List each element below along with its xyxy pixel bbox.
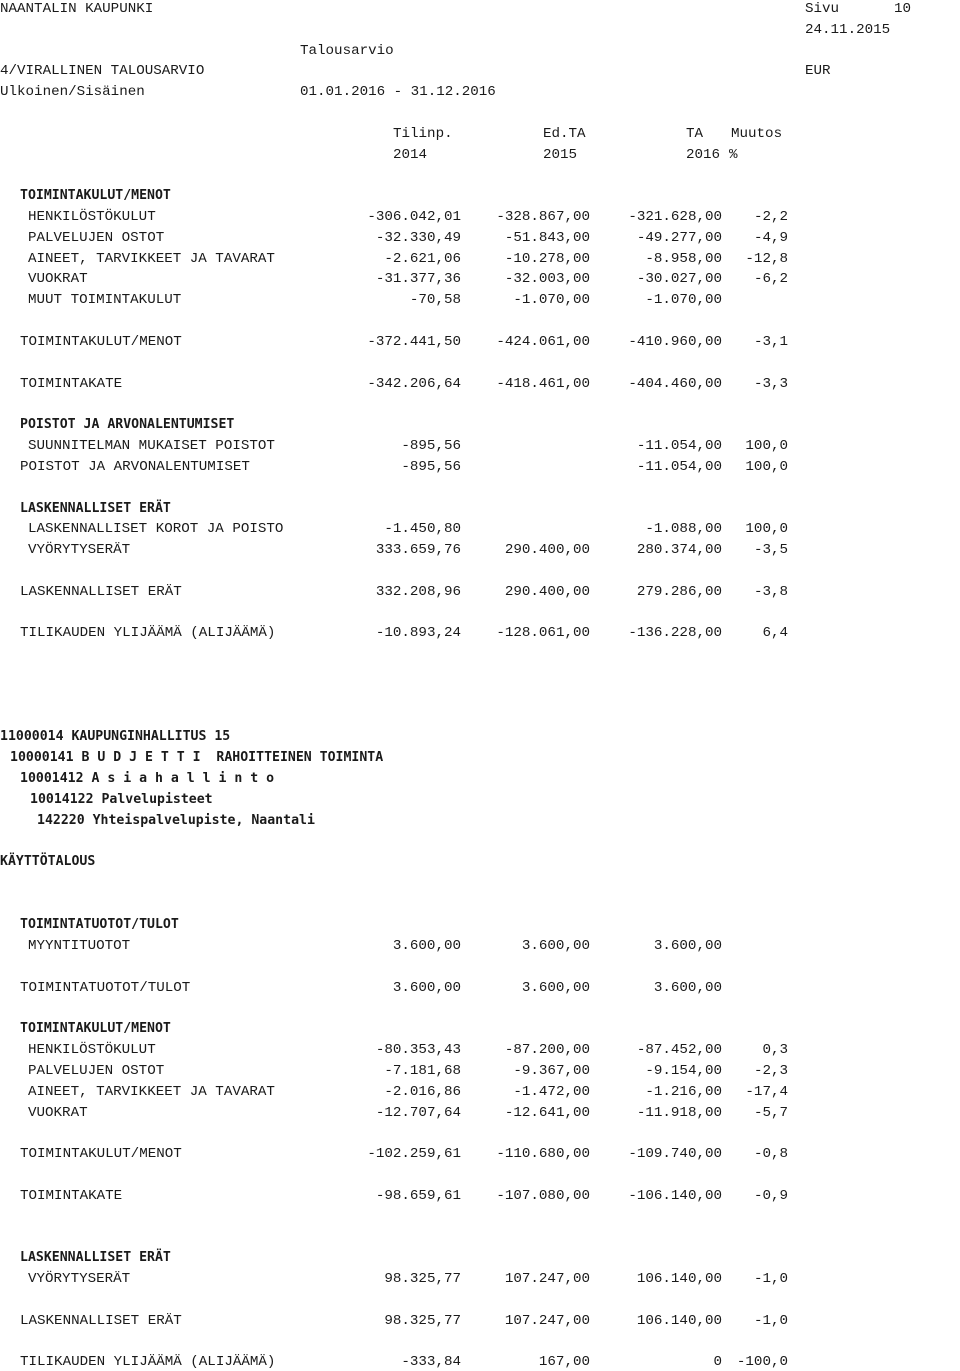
row-label: HENKILÖSTÖKULUT: [28, 1042, 156, 1058]
row-label: TOIMINTATUOTOT/TULOT: [20, 980, 191, 996]
value-2015: -424.061,00: [496, 334, 590, 350]
row-label: MUUT TOIMINTAKULUT: [28, 292, 182, 308]
value-2014: -2.621,06: [384, 251, 461, 267]
period: 01.01.2016 - 31.12.2016: [300, 84, 496, 100]
org-level-4: 10014122 Palvelupisteet: [30, 792, 213, 807]
currency: EUR: [805, 63, 831, 79]
value-2015: -51.843,00: [504, 230, 590, 246]
value-2014: -70,58: [409, 292, 461, 308]
row-label: TILIKAUDEN YLIJÄÄMÄ (ALIJÄÄMÄ): [20, 1354, 276, 1370]
row-label: LASKENNALLISET ERÄT: [20, 1313, 182, 1329]
value-2015: -12.641,00: [504, 1105, 590, 1121]
value-2014: -342.206,64: [367, 376, 461, 392]
value-2016: -109.740,00: [628, 1146, 722, 1162]
value-change: -3,5: [753, 542, 788, 558]
section-heading: LASKENNALLISET ERÄT: [20, 501, 171, 516]
value-2016: -11.918,00: [636, 1105, 722, 1121]
value-2014: -31.377,36: [375, 271, 461, 287]
value-2015: -110.680,00: [496, 1146, 590, 1162]
value-2016: 0: [713, 1354, 722, 1370]
value-2015: -32.003,00: [504, 271, 590, 287]
row-label: VUOKRAT: [28, 271, 88, 287]
row-label: LASKENNALLISET KOROT JA POISTO: [28, 521, 284, 537]
print-date: 24.11.2015: [805, 22, 891, 38]
org-level-3: 10001412 A s i a h a l l i n t o: [20, 771, 275, 786]
value-change: 100,0: [745, 521, 788, 537]
row-label: TOIMINTAKULUT/MENOT: [20, 1146, 182, 1162]
row-label: HENKILÖSTÖKULUT: [28, 209, 156, 225]
value-2016: -8.958,00: [645, 251, 722, 267]
page-number: 10: [894, 1, 912, 17]
value-2014: -372.441,50: [367, 334, 461, 350]
value-change: -3,3: [753, 376, 788, 392]
value-2016: -136.228,00: [628, 625, 722, 641]
value-2016: 280.374,00: [636, 542, 722, 558]
value-2014: 333.659,76: [375, 542, 461, 558]
value-2015: -128.061,00: [496, 625, 590, 641]
row-label: TOIMINTAKATE: [20, 376, 123, 392]
row-label: VUOKRAT: [28, 1105, 88, 1121]
section-title: KÄYTTÖTALOUS: [0, 854, 96, 869]
value-2014: -98.659,61: [375, 1188, 461, 1204]
row-label: MYYNTITUOTOT: [28, 938, 131, 954]
value-change: -4,9: [753, 230, 788, 246]
value-2016: -106.140,00: [628, 1188, 722, 1204]
value-2015: -9.367,00: [513, 1063, 590, 1079]
value-2015: -1.070,00: [513, 292, 590, 308]
row-label: VYÖRYTYSERÄT: [28, 1271, 131, 1287]
value-2016: 106.140,00: [636, 1271, 722, 1287]
value-2016: -9.154,00: [645, 1063, 722, 1079]
value-change: 6,4: [762, 625, 788, 641]
value-change: -2,3: [753, 1063, 788, 1079]
row-label: TILIKAUDEN YLIJÄÄMÄ (ALIJÄÄMÄ): [20, 625, 276, 641]
value-2014: 3.600,00: [392, 938, 461, 954]
value-2015: 107.247,00: [504, 1271, 590, 1287]
col-percent: %: [729, 147, 738, 163]
value-change: 0,3: [762, 1042, 788, 1058]
value-2015: -418.461,00: [496, 376, 590, 392]
value-change: 100,0: [745, 438, 788, 454]
org-level-5: 142220 Yhteispalvelupiste, Naantali: [37, 813, 315, 828]
col-year-budget: 2016: [686, 147, 721, 163]
value-2016: 3.600,00: [653, 980, 722, 996]
value-change: -3,8: [753, 584, 788, 600]
value-2015: 107.247,00: [504, 1313, 590, 1329]
value-change: -17,4: [745, 1084, 788, 1100]
value-change: -0,8: [753, 1146, 788, 1162]
value-change: -12,8: [745, 251, 788, 267]
value-2014: -895,56: [401, 438, 461, 454]
value-2016: -11.054,00: [636, 459, 722, 475]
value-2014: 332.208,96: [375, 584, 461, 600]
row-label: AINEET, TARVIKKEET JA TAVARAT: [28, 251, 275, 267]
value-2014: 98.325,77: [384, 1313, 461, 1329]
value-2015: -1.472,00: [513, 1084, 590, 1100]
value-2015: 167,00: [538, 1354, 590, 1370]
org-level-2: 10000141 B U D J E T T I RAHOITTEINEN TOIMINTA: [10, 750, 384, 765]
value-2016: 3.600,00: [653, 938, 722, 954]
row-label: SUUNNITELMAN MUKAISET POISTOT: [28, 438, 275, 454]
section-heading: TOIMINTATUOTOT/TULOT: [20, 917, 179, 932]
row-label: LASKENNALLISET ERÄT: [20, 584, 182, 600]
value-2015: 3.600,00: [521, 938, 590, 954]
value-2014: -7.181,68: [384, 1063, 461, 1079]
value-2016: 279.286,00: [636, 584, 722, 600]
report-title: Talousarvio: [300, 43, 394, 59]
page-label: Sivu: [805, 1, 840, 17]
col-year-actual: 2014: [393, 147, 428, 163]
value-2014: -306.042,01: [367, 209, 461, 225]
value-2014: -12.707,64: [375, 1105, 461, 1121]
col-header-change: Muutos: [731, 126, 783, 142]
value-2015: -107.080,00: [496, 1188, 590, 1204]
value-2016: -1.088,00: [645, 521, 722, 537]
value-2014: -10.893,24: [375, 625, 461, 641]
row-label: PALVELUJEN OSTOT: [28, 230, 165, 246]
section-heading: LASKENNALLISET ERÄT: [20, 1250, 171, 1265]
value-change: -1,0: [753, 1271, 788, 1287]
value-2016: -11.054,00: [636, 438, 722, 454]
row-label: TOIMINTAKATE: [20, 1188, 123, 1204]
value-change: -3,1: [753, 334, 788, 350]
value-2015: 290.400,00: [504, 542, 590, 558]
value-2014: -80.353,43: [375, 1042, 461, 1058]
scope: Ulkoinen/Sisäinen: [0, 84, 145, 100]
value-2015: -87.200,00: [504, 1042, 590, 1058]
value-2016: -1.216,00: [645, 1084, 722, 1100]
value-change: 100,0: [745, 459, 788, 475]
value-2015: 290.400,00: [504, 584, 590, 600]
value-2016: -1.070,00: [645, 292, 722, 308]
value-2016: -30.027,00: [636, 271, 722, 287]
row-label: PALVELUJEN OSTOT: [28, 1063, 165, 1079]
value-2014: -333,84: [401, 1354, 461, 1370]
value-2014: -32.330,49: [375, 230, 461, 246]
value-2014: -102.259,61: [367, 1146, 461, 1162]
value-change: -0,9: [753, 1188, 788, 1204]
value-2014: -895,56: [401, 459, 461, 475]
org-name: NAANTALIN KAUPUNKI: [0, 1, 154, 17]
section-heading: TOIMINTAKULUT/MENOT: [20, 1021, 171, 1036]
value-2014: -2.016,86: [384, 1084, 461, 1100]
col-header-budget: TA: [686, 126, 704, 142]
value-2016: -321.628,00: [628, 209, 722, 225]
value-2015: 3.600,00: [521, 980, 590, 996]
section-heading: POISTOT JA ARVONALENTUMISET: [20, 417, 235, 432]
col-year-prev: 2015: [543, 147, 578, 163]
value-change: -100,0: [736, 1354, 788, 1370]
value-2016: -410.960,00: [628, 334, 722, 350]
value-change: -2,2: [753, 209, 788, 225]
value-change: -6,2: [753, 271, 788, 287]
value-2014: 3.600,00: [392, 980, 461, 996]
col-header-prev-budget: Ed.TA: [543, 126, 586, 142]
row-label: POISTOT JA ARVONALENTUMISET: [20, 459, 250, 475]
value-2014: -1.450,80: [384, 521, 461, 537]
value-change: -1,0: [753, 1313, 788, 1329]
value-2016: -49.277,00: [636, 230, 722, 246]
value-2016: -87.452,00: [636, 1042, 722, 1058]
row-label: AINEET, TARVIKKEET JA TAVARAT: [28, 1084, 275, 1100]
value-change: -5,7: [753, 1105, 788, 1121]
value-2015: -328.867,00: [496, 209, 590, 225]
budget-name: 4/VIRALLINEN TALOUSARVIO: [0, 63, 205, 79]
row-label: VYÖRYTYSERÄT: [28, 542, 131, 558]
value-2016: 106.140,00: [636, 1313, 722, 1329]
value-2015: -10.278,00: [504, 251, 590, 267]
value-2016: -404.460,00: [628, 376, 722, 392]
row-label: TOIMINTAKULUT/MENOT: [20, 334, 182, 350]
section-heading: TOIMINTAKULUT/MENOT: [20, 188, 171, 203]
col-header-actual: Tilinp.: [393, 126, 453, 142]
org-level-1: 11000014 KAUPUNGINHALLITUS 15: [0, 729, 231, 744]
value-2014: 98.325,77: [384, 1271, 461, 1287]
